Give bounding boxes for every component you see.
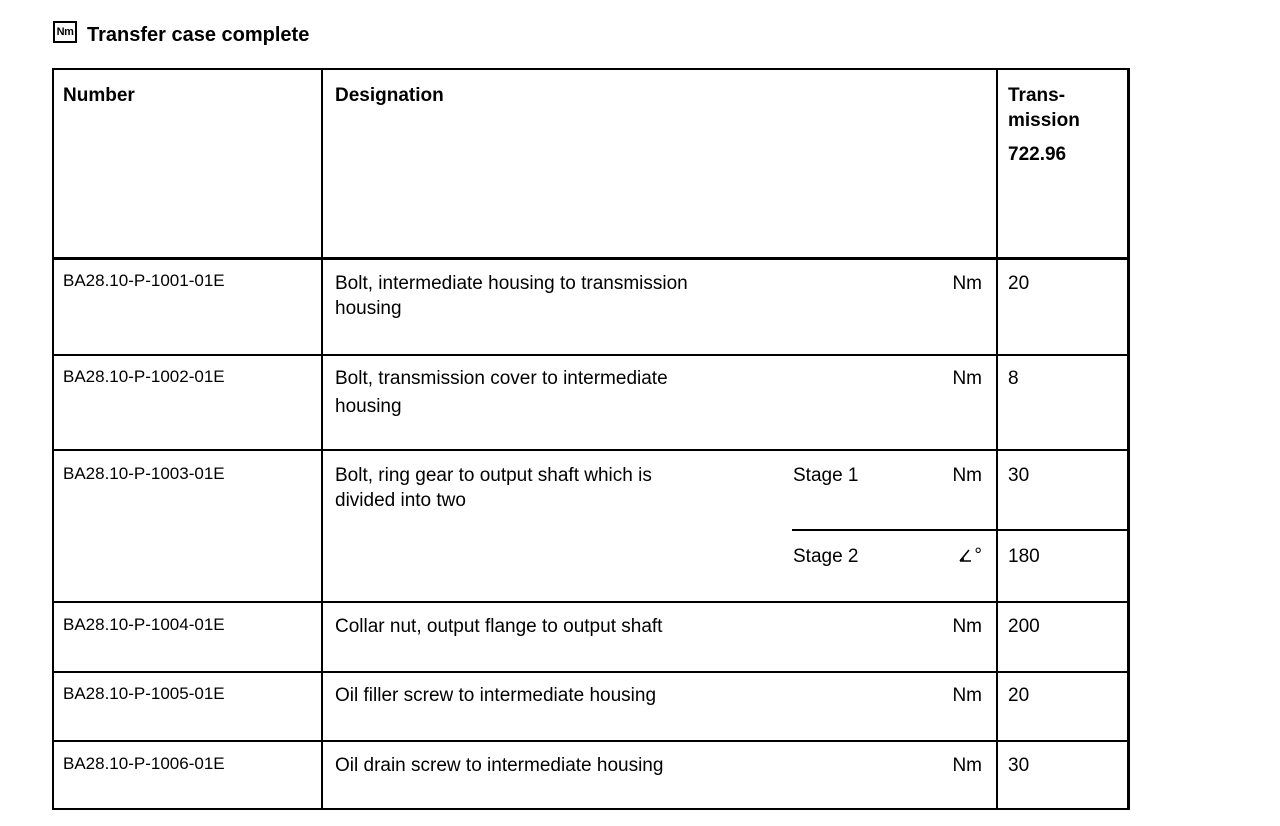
row-value: 30 — [1008, 755, 1030, 776]
row-divider — [54, 601, 1127, 603]
row-number: BA28.10-P-1004-01E — [63, 615, 225, 634]
stage-1-unit: Nm — [952, 465, 982, 486]
row-designation-cont: housing — [335, 396, 402, 417]
rotation-angle-icon — [958, 547, 974, 563]
row-unit: Nm — [952, 685, 982, 706]
row-unit: Nm — [952, 616, 982, 637]
row-divider — [54, 671, 1127, 673]
header-designation: Designation — [335, 85, 444, 106]
row-divider — [54, 449, 1127, 451]
stage-2-unit — [952, 544, 982, 568]
column-divider — [321, 70, 323, 808]
row-value: 8 — [1008, 368, 1019, 389]
row-designation: Bolt, ring gear to output shaft which is — [335, 465, 652, 486]
row-unit: Nm — [952, 273, 982, 294]
stage-2-value: 180 — [1008, 546, 1040, 567]
row-designation: Oil filler screw to intermediate housing — [335, 685, 657, 706]
row-unit: Nm — [952, 755, 982, 776]
torque-nm-icon: Nm — [53, 21, 77, 43]
header-number: Number — [63, 85, 135, 106]
page-title: Transfer case complete — [87, 23, 310, 46]
column-divider — [996, 70, 998, 808]
row-unit: Nm — [952, 368, 982, 389]
row-value: 20 — [1008, 273, 1030, 294]
row-number: BA28.10-P-1002-01E — [63, 367, 225, 386]
row-number: BA28.10-P-1001-01E — [63, 271, 225, 290]
stage-1-label: Stage 1 — [793, 465, 859, 486]
row-designation: Bolt, intermediate housing to transmission — [335, 273, 688, 294]
stage-2-label: Stage 2 — [793, 546, 859, 567]
header-transmission-line1: Trans- — [1008, 85, 1066, 106]
row-divider — [54, 354, 1127, 356]
degree-symbol: ° — [974, 545, 982, 566]
stage-1-value: 30 — [1008, 465, 1030, 486]
torque-table — [52, 68, 1130, 810]
row-value: 20 — [1008, 685, 1030, 706]
row-number: BA28.10-P-1005-01E — [63, 684, 225, 703]
row-number: BA28.10-P-1003-01E — [63, 464, 225, 483]
row-designation-cont: housing — [335, 298, 402, 319]
header-divider — [54, 257, 1127, 260]
row-number: BA28.10-P-1006-01E — [63, 754, 225, 773]
row-designation-cont: divided into two — [335, 490, 466, 511]
header-transmission-model: 722.96 — [1008, 144, 1067, 165]
header-transmission-line2: mission — [1008, 110, 1080, 131]
stage-divider — [792, 529, 1127, 531]
row-designation: Collar nut, output flange to output shaft — [335, 616, 663, 637]
row-value: 200 — [1008, 616, 1040, 637]
page-header — [53, 22, 309, 48]
row-designation: Oil drain screw to intermediate housing — [335, 755, 664, 776]
row-designation: Bolt, transmission cover to intermediate — [335, 368, 668, 389]
row-divider — [54, 740, 1127, 742]
